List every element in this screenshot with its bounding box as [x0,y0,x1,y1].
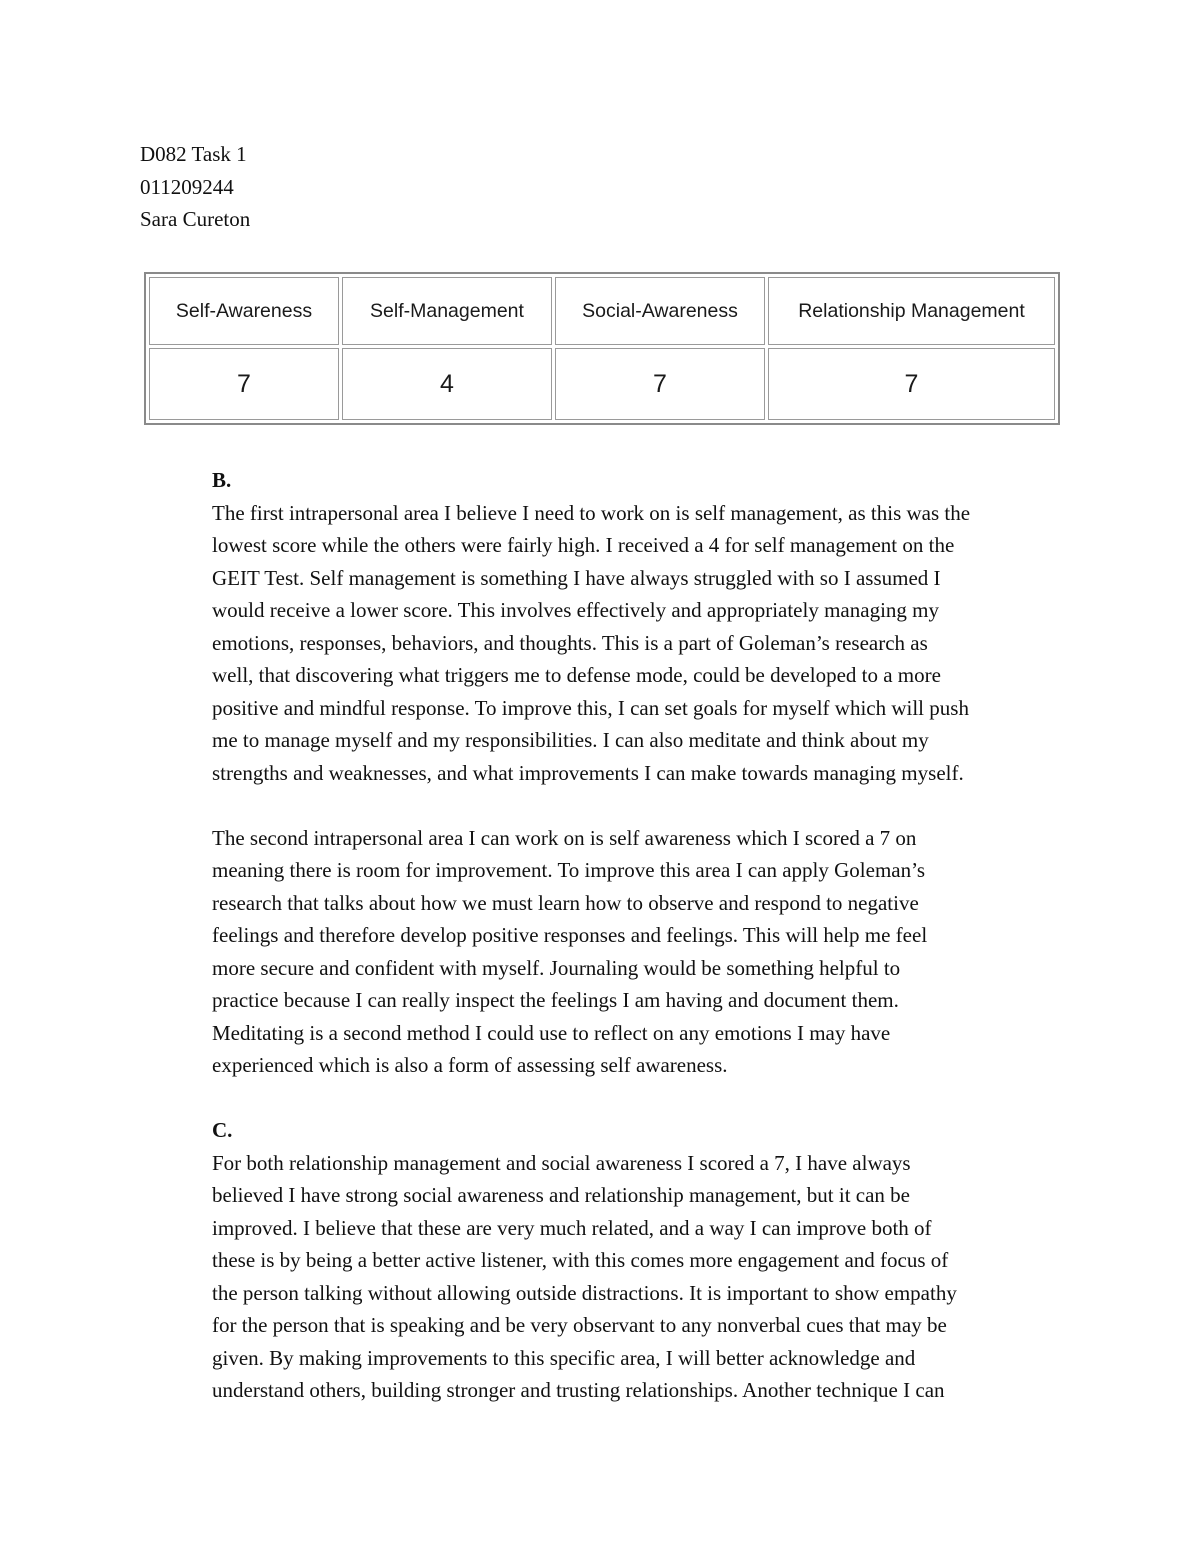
text-line: feelings and therefore develop positive responses and feelings. This will help me feel [212,923,928,947]
author-name: Sara Cureton [140,207,251,231]
text-line: experienced which is also a form of assessing self awareness. [212,1053,728,1077]
text-line: given. By making improvements to this specific area, I will better acknowledge and [212,1345,916,1370]
text-line: Meditating is a second method I could use to reflect on any emotions I may have [212,1020,891,1045]
text-line: practice because I can really inspect the feelings I am having and document them. [212,988,899,1012]
text-line: For both relationship management and social awareness I scored a 7, I have always [212,1150,911,1175]
text-line: research that talks about how we must learn how to observe and respond to negative [212,890,919,915]
value-cell-self-management: 4 [342,348,552,420]
score-table-header-row [149,277,1055,345]
text-line: the person talking without allowing outside distractions. It is important to show empathy [212,1280,957,1305]
text-line: meaning there is room for improvement. To improve this area I can apply Goleman’s [212,858,926,882]
text-line: strengths and weaknesses, and what improvements I can make towards managing myself. [212,760,964,785]
text-line: would receive a lower score. This involves effectively and appropriately managing my [212,598,939,622]
section-b-paragraph-2 [212,822,1072,1082]
text-line: lowest score while the others were fairly high. I received a 4 for self management on the [212,533,955,557]
value-cell-relationship-management: 7 [768,348,1055,420]
text-line: The second intrapersonal area I can work on is self awareness which I scored a 7 on [212,825,917,850]
section-b-heading: B. [212,468,232,492]
header-cell-self-awareness: Self-Awareness [149,277,339,345]
document-title: D082 Task 1 [140,142,247,166]
text-line: GEIT Test. Self management is something I have always struggled with so I assumed I [212,565,941,590]
document-body [212,464,1072,1407]
text-line: well, that discovering what triggers me to defense mode, could be developed to a more [212,663,941,687]
header-cell-relationship-management: Relationship Management [768,277,1055,345]
ei-score-table [144,272,1060,425]
text-line: The first intrapersonal area I believe I need to work on is self management, as this was the [212,500,971,525]
section-c-heading: C. [212,1118,233,1142]
header-cell-social-awareness: Social-Awareness [555,277,765,345]
text-line: understand others, building stronger and trusting relationships. Another technique I can [212,1378,945,1402]
section-b-paragraph-1 [212,497,1072,790]
text-line: more secure and confident with myself. Journaling would be something helpful to [212,955,901,980]
text-line: for the person that is speaking and be very observant to any nonverbal cues that may be [212,1313,947,1337]
text-line: improved. I believe that these are very much related, and a way I can improve both of [212,1215,932,1240]
text-line: me to manage myself and my responsibilities. I can also meditate and think about my [212,728,929,752]
score-table-value-row [149,348,1055,420]
paragraph-spacer [212,789,1072,822]
text-line: positive and mindful response. To improve this, I can set goals for myself which will push [212,695,969,720]
document-header [140,138,250,236]
student-id: 011209244 [140,174,234,199]
section-c-paragraph-1 [212,1147,1072,1407]
text-line: emotions, responses, behaviors, and thoughts. This is a part of Goleman’s research as [212,630,928,655]
text-line: these is by being a better active listener, with this comes more engagement and focus of [212,1248,949,1272]
text-line: believed I have strong social awareness and relationship management, but it can be [212,1183,911,1207]
paragraph-spacer [212,1082,1072,1115]
header-cell-self-management: Self-Management [342,277,552,345]
value-cell-self-awareness: 7 [149,348,339,420]
value-cell-social-awareness: 7 [555,348,765,420]
